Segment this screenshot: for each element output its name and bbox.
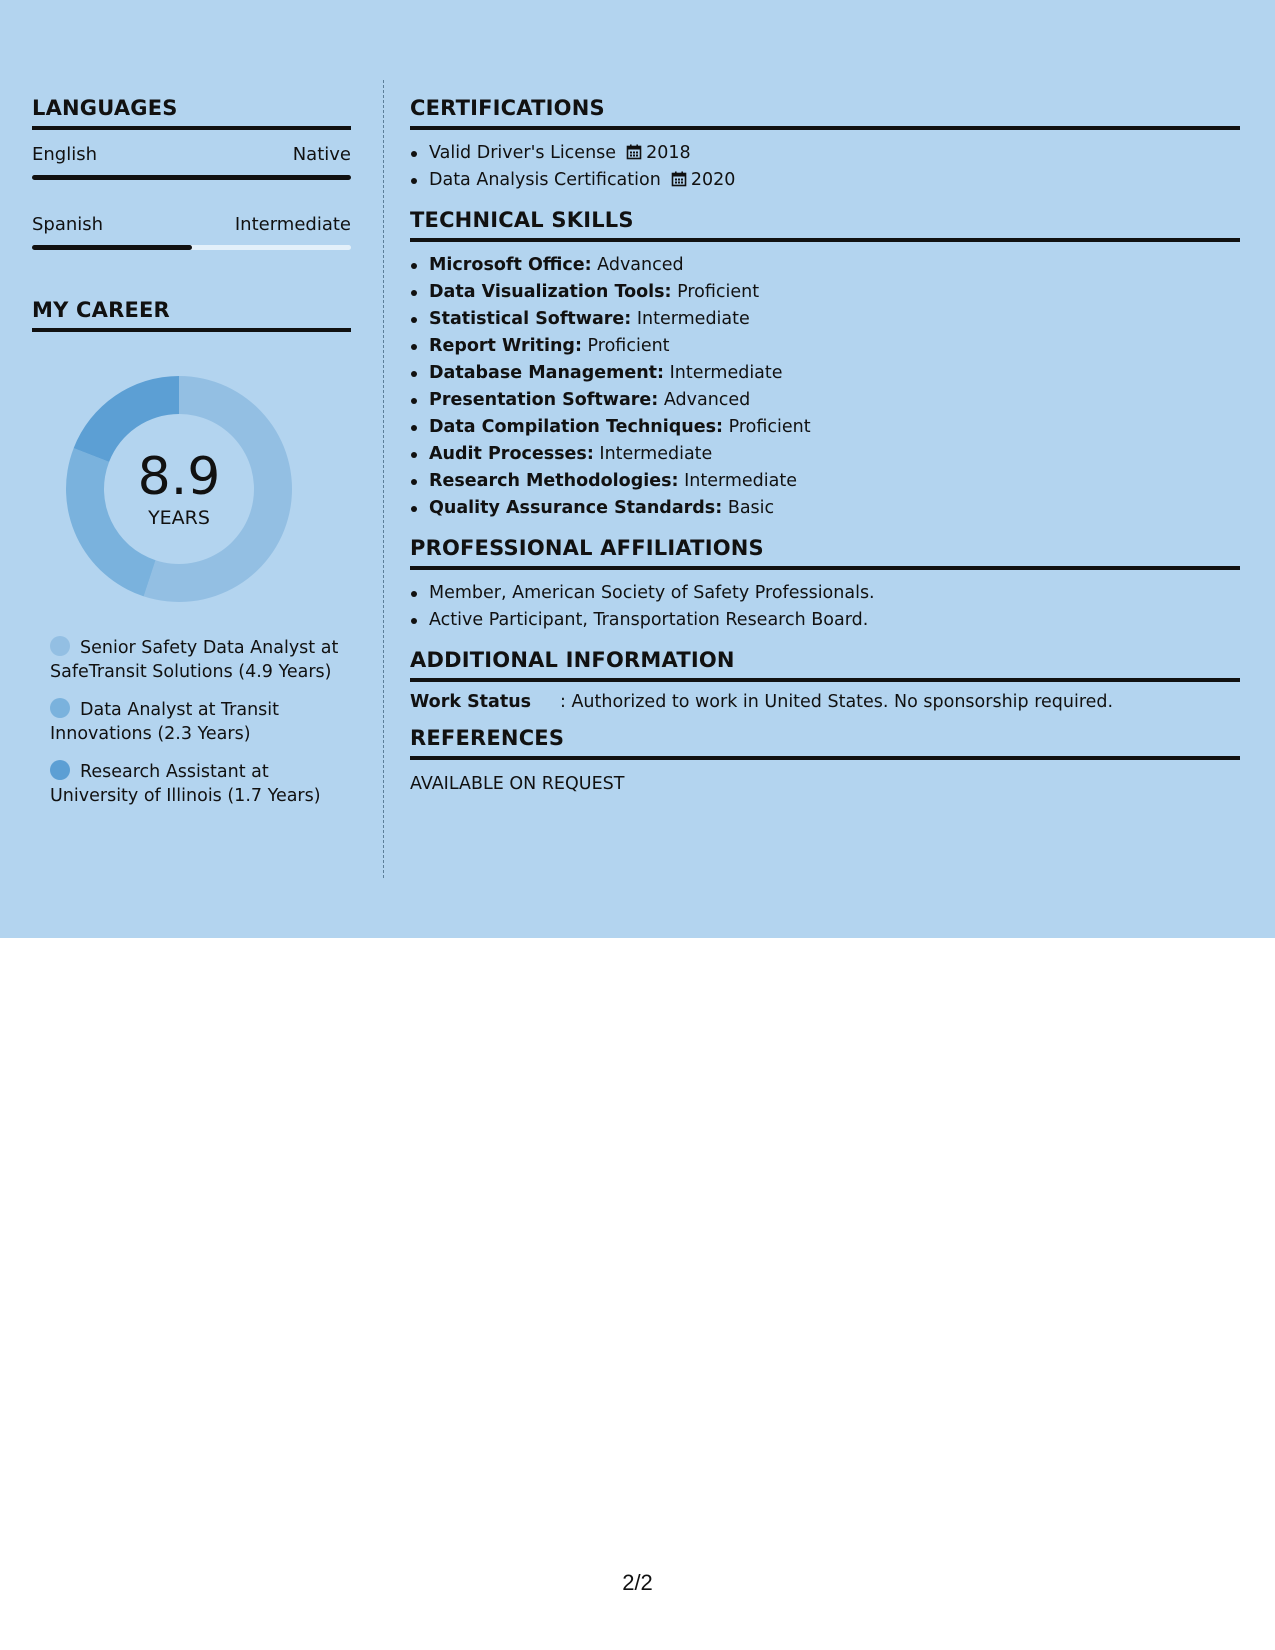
list-item <box>410 306 1240 333</box>
affiliations-heading: PROFESSIONAL AFFILIATIONS <box>410 536 1240 570</box>
skill-name: Data Visualization Tools: <box>429 282 672 302</box>
career-total-unit: YEARS <box>148 507 210 529</box>
skill-level: Proficient <box>587 336 670 356</box>
skill-name: Presentation Software: <box>429 390 659 410</box>
language-english <box>32 144 351 180</box>
skill-level: Advanced <box>597 255 684 275</box>
technical-skills-heading: TECHNICAL SKILLS <box>410 208 1240 242</box>
certification-year: 2018 <box>646 143 691 163</box>
skill-level: Proficient <box>677 282 760 302</box>
additional-info-heading: ADDITIONAL INFORMATION <box>410 648 1240 682</box>
legend-dot <box>50 636 70 656</box>
donut-center <box>66 376 292 602</box>
career-donut-chart <box>66 376 292 602</box>
list-item <box>410 468 1240 495</box>
skill-name: Database Management: <box>429 363 665 383</box>
skill-level: Proficient <box>728 417 811 437</box>
skill-name: Microsoft Office: <box>429 255 592 275</box>
legend-item <box>50 636 351 684</box>
left-column <box>32 96 351 822</box>
list-item <box>410 387 1240 414</box>
skill-level: Intermediate <box>669 363 783 383</box>
skill-name: Research Methodologies: <box>429 471 679 491</box>
calendar-icon <box>671 171 687 187</box>
work-status-row <box>410 692 1240 712</box>
list-item: Member, American Society of Safety Professionals. <box>410 580 1240 607</box>
language-proficiency-fill <box>32 245 192 250</box>
affiliations-section <box>410 536 1240 634</box>
skill-name: Data Compilation Techniques: <box>429 417 724 437</box>
references-section <box>410 726 1240 794</box>
skill-name: Quality Assurance Standards: <box>429 498 723 518</box>
skill-level: Intermediate <box>599 444 713 464</box>
list-item <box>410 279 1240 306</box>
skill-level: Advanced <box>663 390 751 410</box>
work-status-label: Work Status <box>410 692 532 712</box>
language-level: Intermediate <box>234 214 351 235</box>
language-level: Native <box>292 144 351 165</box>
language-name: English <box>32 144 97 165</box>
legend-label: Senior Safety Data Analyst at SafeTransit Solutions (4.9 Years) <box>50 638 339 682</box>
column-divider <box>383 80 384 878</box>
right-column <box>410 96 1240 808</box>
skill-level: Intermediate <box>636 309 750 329</box>
list-item <box>410 441 1240 468</box>
page-number: 2/2 <box>622 1570 653 1595</box>
legend-label: Research Assistant at University of Illinois (1.7 Years) <box>50 762 321 806</box>
legend-item <box>50 760 351 808</box>
certification-name: Data Analysis Certification <box>429 170 661 190</box>
career-legend <box>32 636 351 808</box>
references-heading: REFERENCES <box>410 726 1240 760</box>
list-item: Active Participant, Transportation Research Board. <box>410 607 1240 634</box>
certifications-heading: CERTIFICATIONS <box>410 96 1240 130</box>
technical-skills-list <box>410 252 1240 522</box>
legend-dot <box>50 760 70 780</box>
affiliations-list <box>410 580 1240 634</box>
list-item <box>410 167 1240 194</box>
references-text: AVAILABLE ON REQUEST <box>410 774 625 794</box>
language-spanish <box>32 214 351 250</box>
legend-item <box>50 698 351 746</box>
language-name: Spanish <box>32 214 104 235</box>
language-proficiency-bar <box>32 245 351 250</box>
skill-name: Statistical Software: <box>429 309 632 329</box>
list-item <box>410 414 1240 441</box>
language-proficiency-bar <box>32 175 351 180</box>
skill-level: Intermediate <box>684 471 797 491</box>
certification-year: 2020 <box>690 170 736 190</box>
skill-level: Basic <box>727 498 775 518</box>
certifications-list <box>410 140 1240 194</box>
legend-label: Data Analyst at Transit Innovations (2.3 Years) <box>50 700 280 744</box>
career-heading: MY CAREER <box>32 298 351 332</box>
list-item <box>410 140 1240 167</box>
legend-dot <box>50 698 70 718</box>
languages-heading: LANGUAGES <box>32 96 351 130</box>
certification-name: Valid Driver's License <box>429 143 617 163</box>
list-item <box>410 252 1240 279</box>
calendar-icon <box>626 144 642 160</box>
list-item <box>410 360 1240 387</box>
list-item <box>410 333 1240 360</box>
language-proficiency-fill <box>32 175 351 180</box>
work-status-value: : Authorized to work in United States. No sponsorship required. <box>560 692 1114 712</box>
list-item <box>410 495 1240 522</box>
skill-name: Report Writing: <box>429 336 582 356</box>
career-total-years: 8.9 <box>137 447 221 507</box>
certifications-section <box>410 96 1240 194</box>
additional-info-section <box>410 648 1240 712</box>
skill-name: Audit Processes: <box>429 444 594 464</box>
technical-skills-section <box>410 208 1240 522</box>
